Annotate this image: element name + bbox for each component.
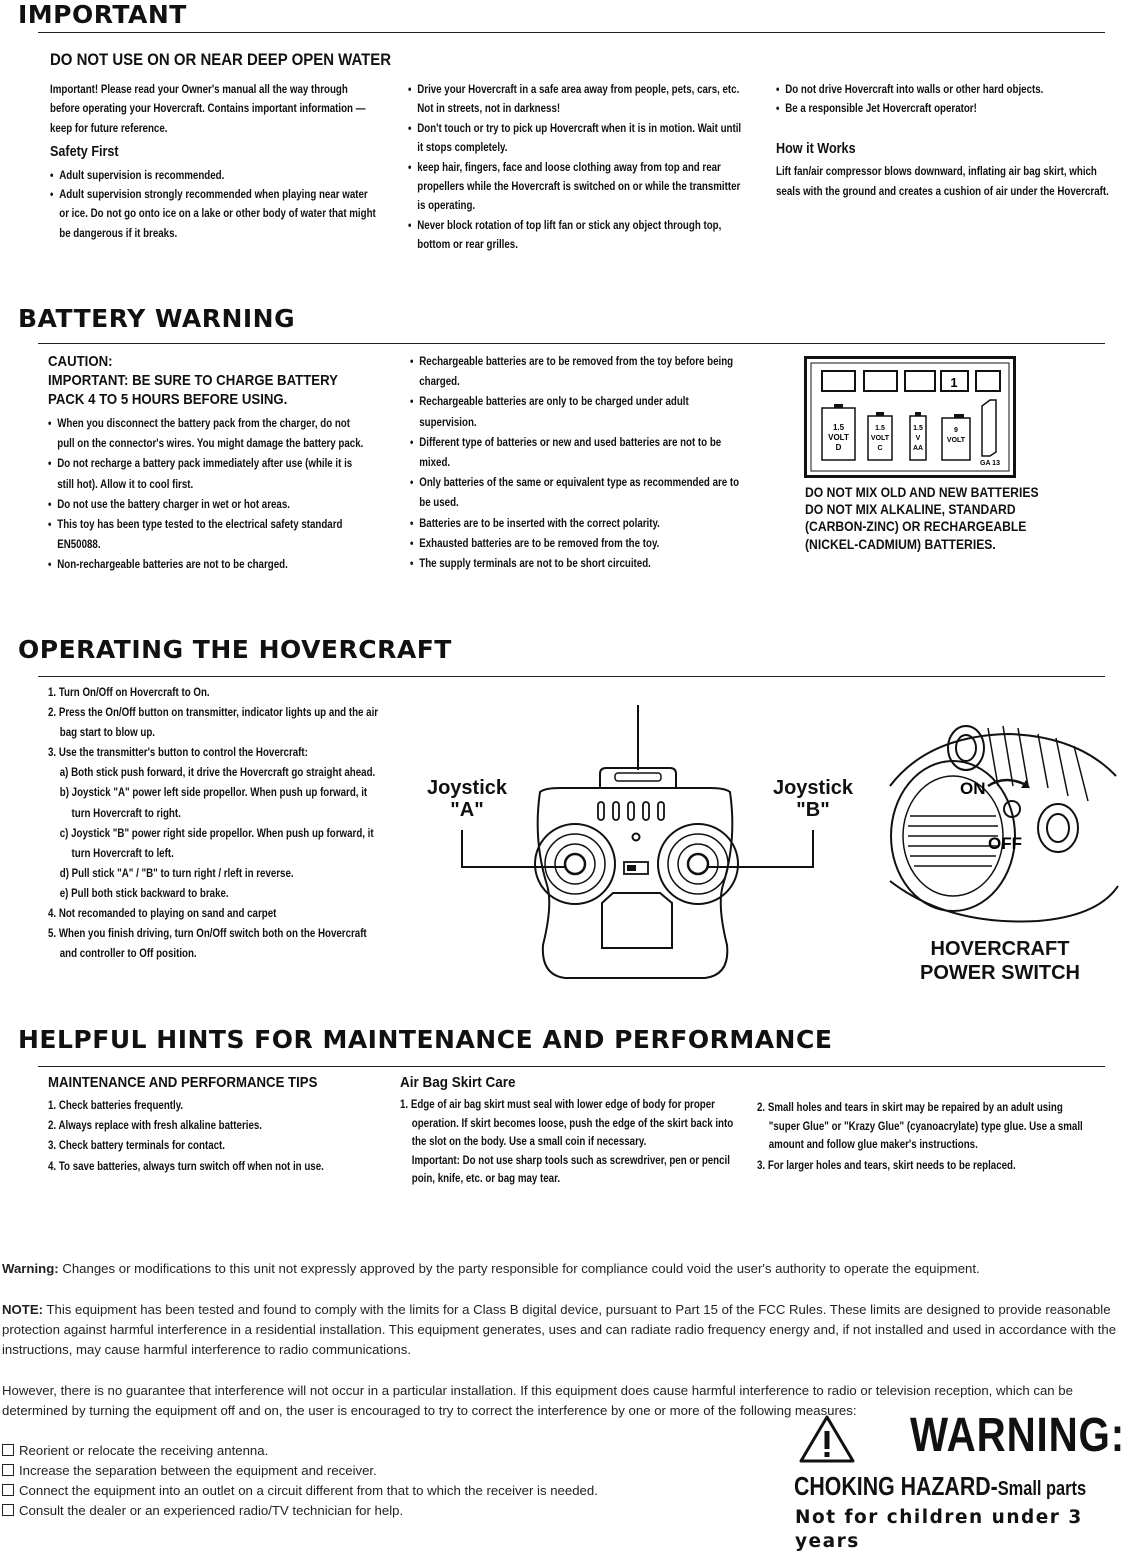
cell-label: VOLT <box>828 433 849 442</box>
joystick-b-letter: "B" <box>796 799 830 821</box>
hovercraft-switch-illustration <box>888 716 1120 930</box>
battery-item: • Do not use the battery charger in wet or hot areas. <box>48 495 367 515</box>
checkbox-icon <box>2 1484 14 1496</box>
battery-item: • Non-rechargeable batteries are not to be charged. <box>48 555 367 575</box>
battery-item: • Rechargeable batteries are to be removed from the toy before being charged. <box>410 352 746 392</box>
safety-item: • Adult supervision strongly recommended when playing near water or ice. Do not go onto ice on a lake or other body of water that might be dangerous if it breaks. <box>50 185 378 243</box>
measure-text: Connect the equipment into an outlet on a circuit different from that to which the receiver is needed. <box>19 1483 598 1498</box>
operating-substep: d) Pull stick "A" / "B" to turn right / rleft in reverse. <box>59 866 294 880</box>
count-box <box>905 371 935 391</box>
cell-label: AA <box>912 445 924 452</box>
important-col1 <box>50 80 378 243</box>
safety-item: • Never block rotation of top lift fan or stick any object through top, bottom or rear grilles. <box>408 216 744 255</box>
measure-text: Increase the separation between the equipment and receiver. <box>19 1463 377 1478</box>
count-box <box>822 371 855 391</box>
battery-pack-icon <box>982 400 996 456</box>
operating-step: 5. When you finish driving, turn On/Off switch both on the Hovercraft and controller to Off position. <box>48 927 367 961</box>
how-it-works-text: Lift fan/air compressor blows downward, inflating air bag skirt, which seals with the ground and creates a cushion of air under the Hovercraft. <box>776 165 1109 198</box>
fcc-warning-label: Warning: <box>2 1261 59 1276</box>
important-rule <box>38 32 1105 33</box>
cell-label: 1.5 <box>875 425 885 432</box>
propeller-housing-right <box>1038 804 1078 852</box>
battery-col2 <box>410 352 746 574</box>
cell-label: 9 <box>954 427 958 434</box>
mix-warning-block <box>805 484 1039 553</box>
choking-hazard: CHOKING HAZARD- <box>794 1471 998 1501</box>
operating-step: 4. Not recomanded to playing on sand and carpet <box>48 907 277 921</box>
safety-item: • keep hair, fingers, face and loose clothing away from top and rear propellers while the Hovercraft is switched on or while the transmitter is operating. <box>408 158 744 216</box>
checkbox-icon <box>2 1504 14 1516</box>
operating-rule <box>38 676 1105 677</box>
transmitter-diagram <box>455 700 825 990</box>
choking-hazard-line <box>794 1470 1086 1505</box>
water-subheading: DO NOT USE ON OR NEAR DEEP OPEN WATER <box>50 50 392 69</box>
caution-line: CAUTION: <box>48 353 113 370</box>
battery-item: • The supply terminals are not to be short circuited. <box>410 554 746 574</box>
tips-title: MAINTENANCE AND PERFORMANCE TIPS <box>48 1074 318 1091</box>
safety-item: • Don't touch or try to pick up Hovercraft when it is in motion. Wait until it stops completely. <box>408 119 744 158</box>
skirt-care-1 <box>400 1096 736 1189</box>
fcc-measures <box>2 1441 598 1521</box>
fcc-note-text: This equipment has been tested and found to comply with the limits for a Class B digital device, pursuant to Part 15 of the FCC Rules. These limits are designed to provide reasonable protection against harmful interference in a residential installation. This equipment generates, uses and can radiate radio frequency energy and, if not installed and used in accordance with the instructions, may cause harmful interference to radio communications. <box>2 1302 1117 1357</box>
grille-lines <box>908 816 998 866</box>
battery-item: • When you disconnect the battery pack from the charger, do not pull on the connector's wires. You might damage the battery pack. <box>48 414 367 454</box>
tips-list <box>48 1096 384 1177</box>
battery-compartment <box>602 893 672 948</box>
battery-item: • This toy has been type tested to the electrical safety standard EN50088. <box>48 515 367 555</box>
operating-substep: c) Joystick "B" power right side propellor. When push up forward, it turn Hovercraft to left. <box>59 826 374 860</box>
caution-line: PACK 4 TO 5 HOURS BEFORE USING. <box>48 391 288 408</box>
caution-block <box>48 352 338 409</box>
skirt-item <box>400 1096 736 1189</box>
operating-substep: b) Joystick "A" power left side propellor. When push up forward, it turn Hovercraft to right. <box>59 786 368 820</box>
measure-text: Consult the dealer or an experienced radio/TV technician for help. <box>19 1503 404 1518</box>
skirt-column-2 <box>757 1099 1093 1175</box>
cell-label: D <box>835 443 842 452</box>
antenna-housing <box>600 768 676 788</box>
cell-label: C <box>877 445 883 452</box>
operating-heading: OPERATING THE HOVERCRAFT <box>18 635 452 664</box>
switch-caption-line: POWER SWITCH <box>920 962 1080 984</box>
skirt-title: Air Bag Skirt Care <box>400 1074 516 1091</box>
cell-label: V <box>915 435 921 442</box>
battery-col1 <box>48 414 367 576</box>
mix-line: DO NOT MIX ALKALINE, STANDARD <box>805 502 1016 518</box>
joystick-b <box>658 824 738 904</box>
mix-line: (NICKEL-CADMIUM) BATTERIES. <box>805 536 996 552</box>
tip-item: 4. To save batteries, always turn switch off when not in use. <box>48 1159 324 1173</box>
switch-caption <box>888 937 1112 985</box>
battery-item: • Exhausted batteries are to be removed from the toy. <box>410 534 746 554</box>
skirt-column <box>400 1074 800 1189</box>
operating-steps <box>48 683 384 964</box>
important-intro: Important! Please read your Owner's manual all the way through before operating your Hovercraft. Contains important information — keep for future reference. <box>50 83 366 135</box>
skirt-important-text: Important: Do not use sharp tools such as screwdriver, pen or pencil poin, knife, etc. or bag may tear. <box>411 1153 730 1186</box>
battery-heading: BATTERY WARNING <box>18 304 296 333</box>
indicator-led <box>633 834 640 841</box>
battery-type-diagram <box>804 356 1016 478</box>
battery-item: • Batteries are to be inserted with the correct polarity. <box>410 514 746 534</box>
joystick-a-word: Joystick <box>426 777 508 799</box>
choking-warning-title: WARNING: <box>910 1409 1126 1462</box>
battery-item: • Rechargeable batteries are only to be charged under adult supervision. <box>410 392 746 432</box>
count-value: 1 <box>950 375 958 390</box>
hints-rule <box>38 1066 1105 1067</box>
joystick-a <box>535 824 615 904</box>
cell-label: 1.5 <box>913 425 923 432</box>
mix-line: DO NOT MIX OLD AND NEW BATTERIES <box>805 485 1039 500</box>
measure-item <box>2 1461 598 1481</box>
measure-item <box>2 1441 598 1461</box>
important-heading: IMPORTANT <box>18 0 187 29</box>
skirt-item: 2. Small holes and tears in skirt may be repaired by an adult using "super Glue" or "Krazy Glue" (cyanoacrylate) type glue. Use a small amount and follow glue maker's instructions. <box>757 1101 1083 1152</box>
fcc-note <box>2 1300 1127 1360</box>
battery-item: • Different type of batteries or new and used batteries are not to be mixed. <box>410 433 746 473</box>
indicator-lights <box>598 802 664 820</box>
operating-step: 1. Turn On/Off on Hovercraft to On. <box>48 686 210 699</box>
fcc-warning-text: Changes or modifications to this unit not expressly approved by the party responsible for compliance could void the user's authority to operate the equipment. <box>58 1261 980 1276</box>
tip-item: 1. Check batteries frequently. <box>48 1099 184 1112</box>
fcc-warning <box>2 1259 1127 1279</box>
tip-item: 2. Always replace with fresh alkaline batteries. <box>48 1119 262 1133</box>
safety-item: • Adult supervision is recommended. <box>50 166 378 185</box>
operating-substep: a) Both stick push forward, it drive the Hovercraft go straight ahead. <box>59 766 376 780</box>
how-it-works-title: How it Works <box>776 139 856 157</box>
measure-text: Reorient or relocate the receiving antenna. <box>19 1443 269 1458</box>
antenna-slot <box>615 773 661 781</box>
off-label: OFF <box>988 834 1022 853</box>
battery-terminal <box>834 404 843 408</box>
battery-item: • Only batteries of the same or equivalent type as recommended are to be used. <box>410 473 746 513</box>
mix-line: (CARBON-ZINC) OR RECHARGEABLE <box>805 519 1027 535</box>
hints-heading: HELPFUL HINTS FOR MAINTENANCE AND PERFORMANCE <box>18 1025 833 1054</box>
battery-item: • Do not recharge a battery pack immediately after use (while it is still hot). Allow it to cool first. <box>48 454 367 494</box>
checkbox-icon <box>2 1464 14 1476</box>
safety-item: • Be a responsible Jet Hovercraft operator! <box>776 99 1112 118</box>
battery-rule <box>38 343 1105 344</box>
operating-step: 3. Use the transmitter's button to control the Hovercraft: <box>48 746 308 760</box>
safety-first-title: Safety First <box>50 143 119 161</box>
skirt-item: 3. For larger holes and tears, skirt needs to be replaced. <box>757 1158 1016 1172</box>
joystick-b-word: Joystick <box>772 777 854 799</box>
joystick-a-letter: "A" <box>450 799 484 821</box>
measure-item <box>2 1501 598 1521</box>
switch-caption-line: HOVERCRAFT <box>930 938 1070 960</box>
skirt-item-text: 1. Edge of air bag skirt must seal with lower edge of body for proper operation. If skirt becomes loose, push the edge of the skirt back into the slot on the body. Use a small coin if necessary. <box>400 1098 734 1149</box>
battery-terminal <box>954 414 964 418</box>
safety-item: • Do not drive Hovercraft into walls or other hard objects. <box>776 80 1112 99</box>
small-parts: Small parts <box>997 1478 1087 1500</box>
measure-item <box>2 1481 598 1501</box>
tips-column <box>48 1074 448 1177</box>
diagram-code: GA 13 <box>980 460 1000 467</box>
important-col2 <box>408 80 744 255</box>
count-box <box>976 371 1000 391</box>
power-switch-knob <box>627 865 636 871</box>
fcc-however-text: However, there is no guarantee that interference will not occur in a particular installation. If this equipment does cause harmful interference to radio or television reception, which can be determined by turning the equipment off and on, the user is encouraged to try to correct the interference by one or more of the following measures: <box>2 1383 1073 1418</box>
important-col3 <box>776 80 1112 201</box>
operating-step: 2. Press the On/Off button on transmitter, indicator lights up and the air bag start to blow up. <box>48 706 379 740</box>
cell-label: VOLT <box>870 435 890 442</box>
age-warning: Not for children under 3 years <box>795 1507 1083 1552</box>
warning-triangle-icon <box>798 1414 856 1464</box>
operating-substep: e) Pull both stick backward to brake. <box>59 886 229 900</box>
caution-line: IMPORTANT: BE SURE TO CHARGE BATTERY <box>48 372 338 389</box>
tip-item: 3. Check battery terminals for contact. <box>48 1139 225 1153</box>
cell-label: 1.5 <box>832 423 845 432</box>
fcc-note-label: NOTE: <box>2 1302 44 1317</box>
count-box <box>864 371 897 391</box>
battery-terminal <box>915 412 921 416</box>
on-label: ON <box>960 779 986 798</box>
hovercraft-skirt-edge <box>890 881 1118 922</box>
battery-terminal <box>876 412 884 416</box>
cell-label: VOLT <box>946 437 966 444</box>
safety-item: • Drive your Hovercraft in a safe area away from people, pets, cars, etc. Not in streets, not in darkness! <box>408 80 744 119</box>
checkbox-icon <box>2 1444 14 1456</box>
